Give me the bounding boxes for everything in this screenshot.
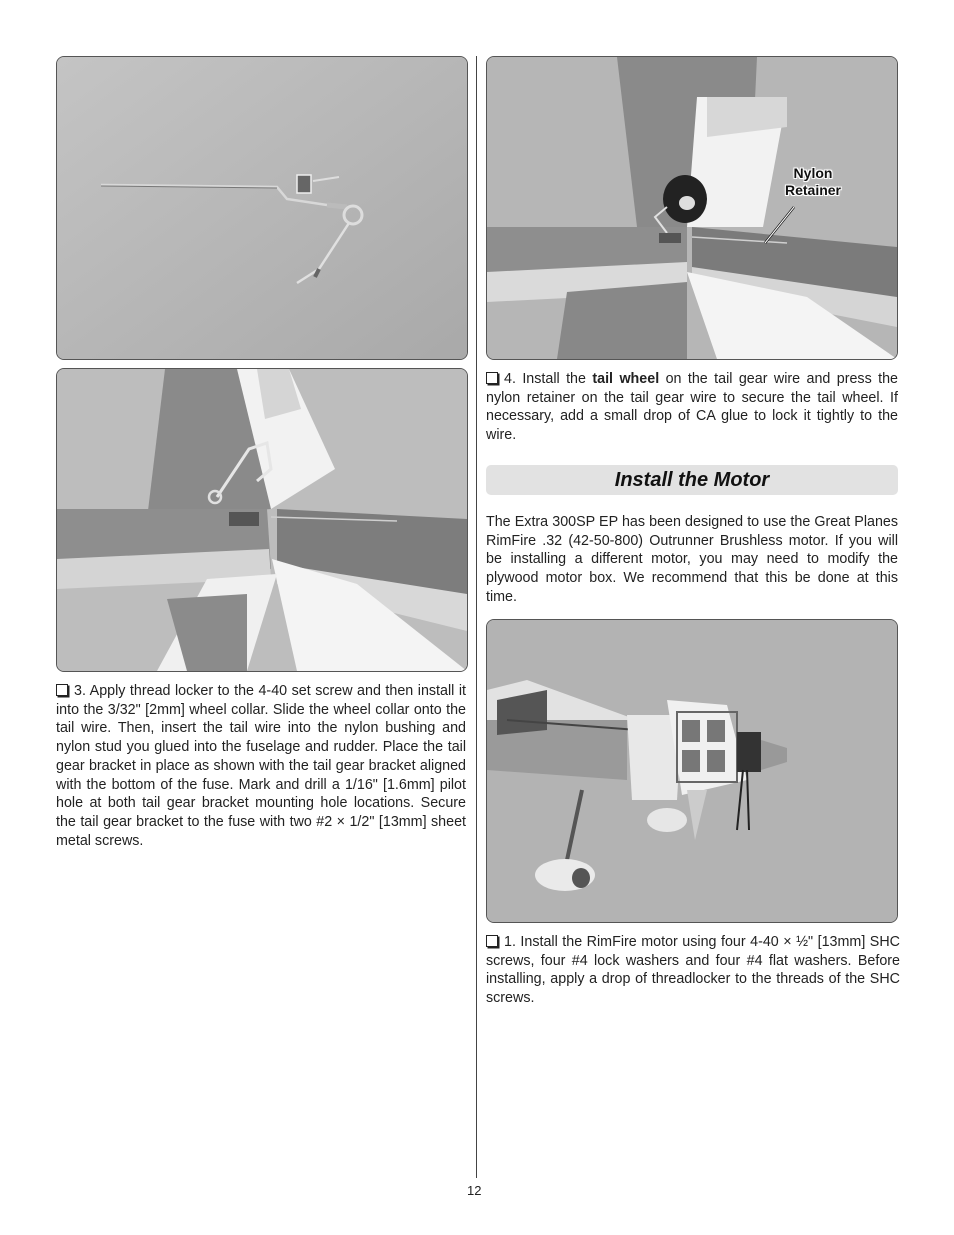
step-1-paragraph bbox=[486, 933, 900, 1008]
step-4-text-bold: tail wheel bbox=[592, 371, 660, 387]
page-number: 12 bbox=[467, 1183, 482, 1198]
tail-gear-installed-photo bbox=[56, 368, 468, 672]
step-4-checkbox[interactable] bbox=[486, 372, 498, 384]
motor-installed-photo bbox=[486, 619, 898, 923]
motor-intro-paragraph: The Extra 300SP EP has been designed to use the Great Planes RimFire .32 (42-50-800) Outrunner Brushless motor. If you will be installing a different motor, you may need to modify the plywood motor box. We recommend that this be done at this time. bbox=[486, 514, 898, 605]
tail-wheel-installed-photo bbox=[486, 56, 898, 360]
section-heading-install-motor: Install the Motor bbox=[486, 465, 898, 495]
step-4-text-post: on the tail gear wire and press the nylon retainer on the tail gear wire to secure the tail wheel. If necessary, add a small drop of CA glue to lock it tightly to the wire. bbox=[486, 371, 898, 444]
callout-line-1: Nylon bbox=[793, 165, 833, 181]
step-4-paragraph bbox=[486, 370, 898, 445]
step-3-text: 3. Apply thread locker to the 4-40 set screw and then install it into the 3/32" [2mm] wheel collar. Slide the wheel collar onto the tail wire. Then, insert the tail wire into the nylon bushing and nylon stud you glued into the fuselage and rudder. Place the tail gear bracket in place as shown with the tail gear bracket aligned with the bottom of the fuse. Mark and drill a 1/16" [1.6mm] pilot hole at both tail gear bracket mounting hole locations. Secure the tail gear bracket to the fuse with two #2 × 1/2" [13mm] sheet metal screws. bbox=[56, 683, 466, 849]
tail-gear-wire-photo bbox=[56, 56, 468, 360]
step-4-text-pre: 4. Install the bbox=[504, 371, 593, 387]
step-3-paragraph bbox=[56, 682, 466, 850]
nylon-retainer-callout bbox=[773, 165, 853, 199]
column-divider bbox=[476, 56, 477, 1178]
step-1-text: 1. Install the RimFire motor using four 4-40 × ½" [13mm] SHC screws, four #4 lock washers and four #4 flat washers. Before installing, apply a drop of threadlocker to the threads of the SHC screws. bbox=[486, 934, 900, 1007]
callout-line-2: Retainer bbox=[784, 182, 842, 198]
step-3-checkbox[interactable] bbox=[56, 684, 68, 696]
step-1-checkbox[interactable] bbox=[486, 935, 498, 947]
